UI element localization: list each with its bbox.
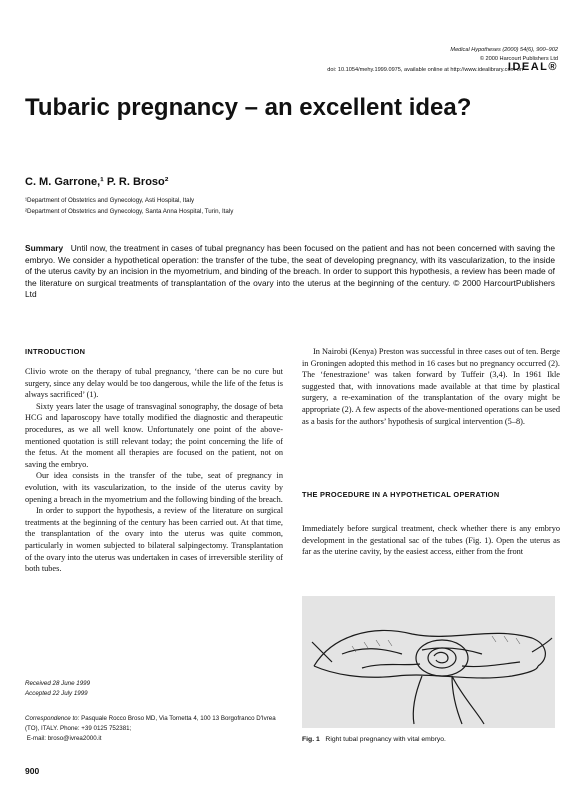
introduction-heading: INTRODUCTION — [25, 347, 86, 356]
accepted-date: Accepted 22 July 1999 — [25, 689, 88, 697]
procedure-paragraph: Immediately before surgical treatment, check whether there is any embryo development in the gestational sac of the tubes (Fig. 1). Open the uterus as far as the uterine cavity, by the easiest access, either from the front — [302, 524, 560, 557]
journal-citation: Medical Hypotheses (2000) 54(6), 900–902 — [450, 47, 558, 53]
correspondence-email: E-mail: broso@ivrea2000.it — [26, 735, 102, 743]
figure-1-image — [302, 596, 555, 728]
abstract-label: Summary — [25, 243, 64, 253]
dates-block — [25, 679, 90, 698]
intro-paragraph-3: Our idea consists in the transfer of the tube, seat of pregnancy in evolution, with its vascularization, to the inside of the uterus cavity by opening a breach in the myometrium and the following binding of the breach. — [25, 471, 283, 504]
abstract-text: Until now, the treatment in cases of tubal pregnancy has been focused on the patient and has not been concerned with saving the embryo. We consider a hypothetical operation: the transfer of the tube, the seat of developing pregnancy, with its vascularization, to the inside of the uterus cavity by an incision in the myometrium, and binding of the breach. In order to support this hypothesis, a review has been made of the literature on surgical treatments of transplantation of the ovary into the uterus at the beginning of the century. © 2000 HarcourtPublishers Ltd — [25, 243, 555, 300]
author-list: C. M. Garrone,¹ P. R. Broso² — [25, 176, 169, 188]
page-number: 900 — [25, 766, 40, 776]
correspondence-address: Pasquale Rocco Broso MD, Via Tornetta 4, 100 13 Borgofranco D'Ivrea (TO), ITALY. Phone: +39 0125 752381; — [25, 715, 276, 733]
journal-copyright: © 2000 Harcourt Publishers Ltd — [479, 56, 558, 62]
article-title: Tubaric pregnancy – an excellent idea? — [25, 94, 472, 121]
journal-doi: doi: 10.1054/mehy.1999.0975, available online at http://www.idealibrary.com on — [327, 67, 523, 73]
abstract — [25, 243, 555, 301]
affiliation-1: ¹Department of Obstetrics and Gynecology, Asti Hospital, Italy — [25, 197, 195, 204]
history-paragraph: In Nairobi (Kenya) Preston was successful in three cases out of ten. Berge in Groningen adopted this method in 16 cases but no pregnancy occurred (2). The ‘fenestrazione’ was taken forward by Tuffeir (3,4). In 1961 Ikle suggested that, with innovations made available at that time by plastical surgery, a re-examination of the transplantation of the ovary might be appropriate (2). A few aspects of the above-mentioned operations can be used as a basis for the authors’ hypothesis of surgical intervention (5–8). — [302, 347, 560, 426]
figure-label: Fig. 1 — [302, 736, 320, 743]
procedure-heading: THE PROCEDURE IN A HYPOTHETICAL OPERATION — [302, 490, 500, 499]
intro-paragraph-4: In order to support the hypothesis, a review of the literature on surgical treatments at the beginning of the century has been carried out. At that time, the transplantation of the ovary into the uterus was quite common, particularly in women subjected to bilateral salpingectomy. Transplantation of the ovary into the uterus was undertaken in cases of irreversible sterility of both tubes. — [25, 506, 283, 574]
tubal-pregnancy-illustration — [302, 596, 555, 728]
intro-paragraph-2: Sixty years later the usage of transvaginal sonography, the dosage of beta HCG and laparoscopy have totally modified the diagnostic and therapeutic procedures, as we all well know. Unfortunately one point of the above-mentioned quotation is still relevant today; the point concerning the life of the fetus. At the moment all therapies are focused on the patient, not on saving the embryo. — [25, 401, 283, 469]
figure-caption-text: Right tubal pregnancy with vital embryo. — [325, 736, 446, 743]
received-date: Received 28 June 1999 — [25, 680, 91, 687]
correspondence-block — [25, 714, 285, 745]
correspondence-label: Correspondence to: — [25, 715, 80, 722]
right-column-body — [302, 346, 560, 427]
introduction-body — [25, 366, 283, 575]
affiliation-2: ²Department of Obstetrics and Gynecology, Santa Anna Hospital, Turin, Italy — [25, 208, 234, 215]
ideal-logo: IDEAL® — [507, 61, 558, 73]
procedure-body — [302, 523, 560, 558]
intro-paragraph-1: Clivio wrote on the therapy of tubal pregnancy, ‘there can be no cure but surgery, since any delay would be too dangerous, while the life of the fetus is always sacrificed’ (1). — [25, 367, 283, 400]
figure-caption — [302, 736, 446, 743]
